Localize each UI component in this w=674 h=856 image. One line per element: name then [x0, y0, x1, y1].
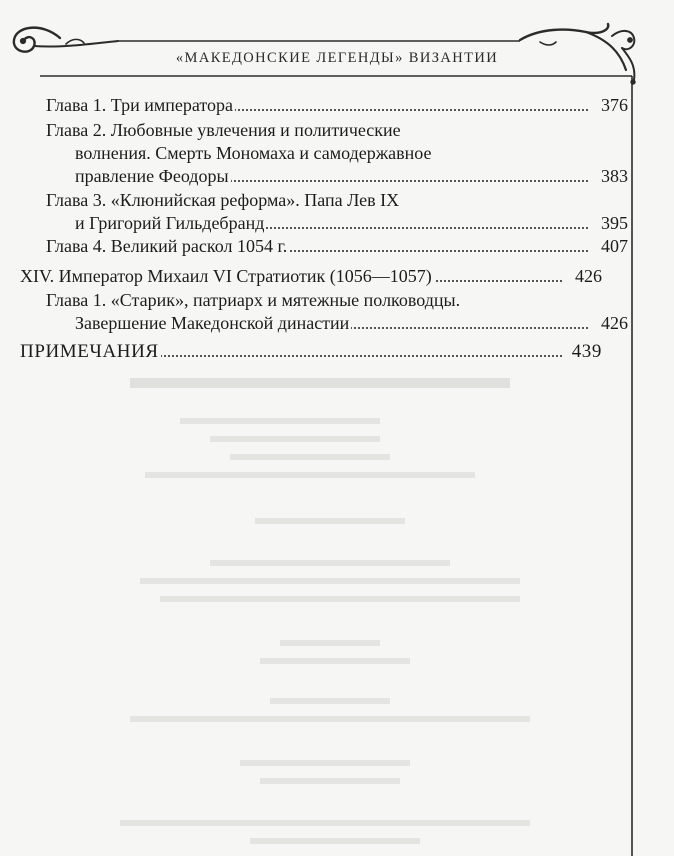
- toc-entry-title: Глава 2. Любовные увлечения и политические: [46, 120, 401, 140]
- toc-entry-title: Глава 1. «Старик», патриарх и мятежные полководцы.: [46, 290, 461, 310]
- toc-entry: [20, 289, 628, 335]
- toc-entry: [20, 189, 628, 235]
- toc-page-number: 426: [601, 313, 628, 333]
- toc-entry: [20, 119, 628, 188]
- running-header-title: «МАКЕДОНСКИЕ ЛЕГЕНДЫ» ВИЗАНТИИ: [175, 50, 499, 66]
- toc-entry: [20, 235, 628, 258]
- toc-page-number: 376: [601, 95, 628, 115]
- toc-notes-title: ПРИМЕЧАНИЯ: [20, 341, 159, 362]
- toc-entry-title: Глава 1. Три императора: [46, 95, 234, 115]
- toc-page-number: 383: [601, 166, 628, 186]
- toc-entry-title: Глава 4. Великий раскол 1054 г.: [46, 236, 288, 256]
- toc-entry-title-continued: правление Феодоры: [75, 166, 229, 186]
- toc-page-number: 407: [601, 236, 628, 256]
- toc-entry: [20, 94, 628, 117]
- toc-page-number: 439: [571, 341, 602, 362]
- toc-part-title: XIV. Император Михаил VI Стратиотик (1056—1057): [20, 266, 432, 286]
- toc-page-number: 395: [601, 213, 628, 233]
- toc-notes-entry: [20, 340, 602, 363]
- toc-page-number: 426: [575, 266, 602, 286]
- toc-entry-title-continued: Завершение Македонской династии: [75, 313, 350, 333]
- toc-entry-title: Глава 3. «Клюнийская реформа». Папа Лев IX: [46, 190, 400, 210]
- toc-entry-title-continued: волнения. Смерть Мономаха и самодержавное: [75, 143, 432, 163]
- toc-entry-title-continued: и Григорий Гильдебранд: [75, 213, 265, 233]
- toc-part-entry: [20, 265, 602, 288]
